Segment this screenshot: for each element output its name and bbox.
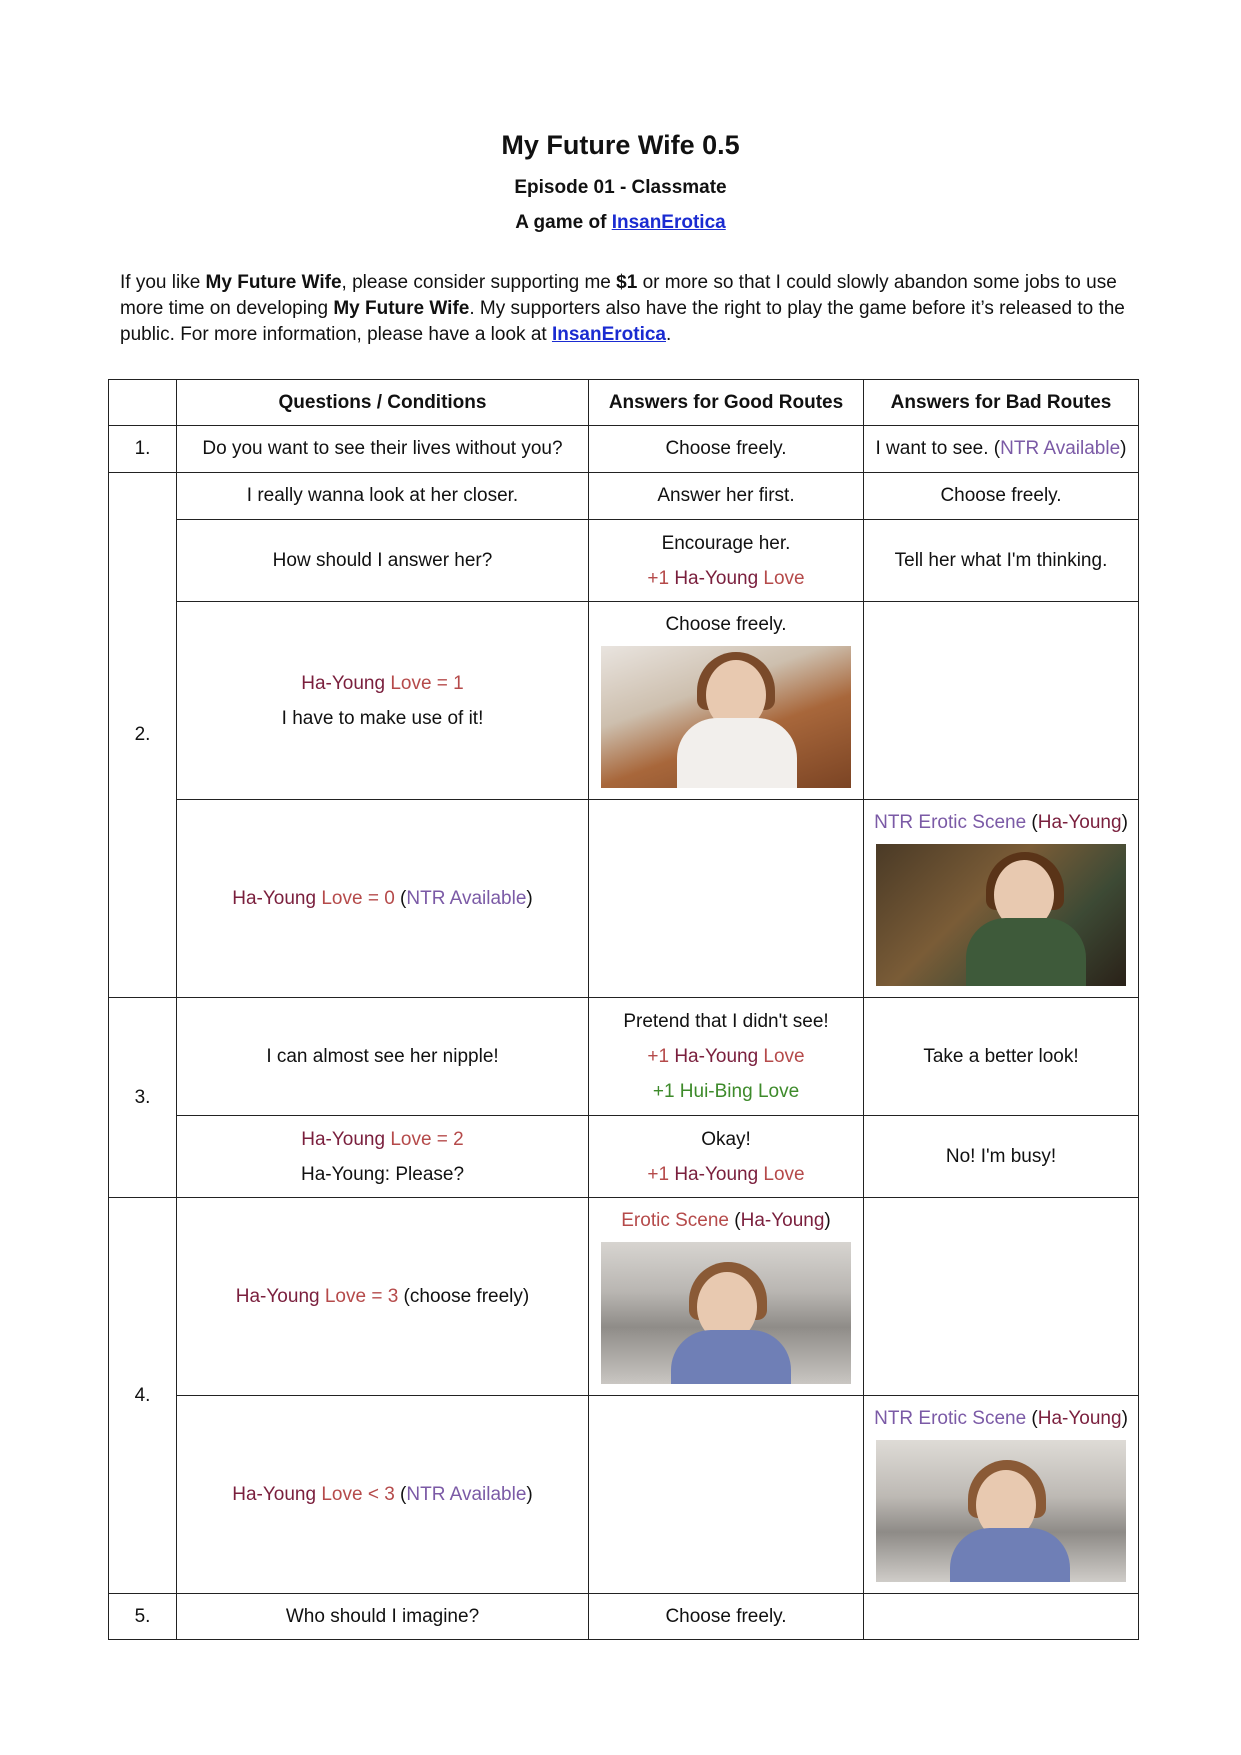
paren: ) <box>526 1483 533 1505</box>
good-answer-cell <box>589 602 864 800</box>
intro-paragraph <box>120 270 1140 348</box>
row-number: 2. <box>109 473 177 998</box>
figure-body <box>950 1528 1070 1582</box>
episode-subtitle: Episode 01 - Classmate <box>514 177 727 198</box>
love-plus: +1 <box>647 1046 675 1067</box>
question-cell: How should I answer her? <box>177 520 589 602</box>
intro-bold-2: $1 <box>616 272 638 293</box>
character-name: Ha-Young <box>301 672 386 694</box>
character-name: Ha-Young <box>232 1483 317 1505</box>
love-label: Love <box>758 1163 805 1185</box>
character-name: Ha-Young <box>301 1128 386 1150</box>
bad-answer-cell: No! I'm busy! <box>864 1116 1139 1198</box>
ntr-label: NTR Available <box>406 1483 527 1505</box>
document-title: My Future Wife 0.5 <box>501 130 740 160</box>
scene-thumbnail <box>876 844 1126 986</box>
good-answer-cell <box>589 998 864 1116</box>
table-row <box>109 1594 1139 1640</box>
figure-body <box>677 718 797 788</box>
scene-thumbnail <box>876 1440 1126 1582</box>
table-row <box>109 520 1139 602</box>
paren: ( <box>394 887 407 909</box>
intro-text-4: . My supporters also have the right to play the game before it’s released to the public. For more information, please have a look at <box>120 298 1125 345</box>
bad-answer-cell: Choose freely. <box>864 473 1139 520</box>
bad-answer-cell <box>864 1198 1139 1396</box>
header-questions: Questions / Conditions <box>177 380 589 426</box>
row-number: 3. <box>109 998 177 1198</box>
table-row <box>109 1396 1139 1594</box>
good-answer-cell <box>589 1116 864 1198</box>
character-name: Ha-Young <box>232 887 317 909</box>
bad-answer-cell: Tell her what I'm thinking. <box>864 520 1139 602</box>
good-answer-cell <box>589 800 864 998</box>
paren: ( <box>728 1210 741 1231</box>
love-plus: +1 <box>647 567 675 589</box>
byline-insanerotica-link[interactable]: InsanErotica <box>611 212 726 233</box>
scene-thumbnail <box>601 1242 851 1384</box>
paren: ( <box>1026 1408 1038 1429</box>
love-label: Love = 2 <box>385 1128 464 1150</box>
ntr-label: NTR Available <box>406 887 527 909</box>
header-row <box>109 380 1139 426</box>
intro-bold-3: My Future Wife <box>333 298 470 319</box>
character-name: Ha-Young <box>674 567 759 589</box>
intro-text-3: or more so that I could slowly abandon some jobs to use more time on developing <box>120 272 1117 319</box>
ntr-label: NTR Available <box>1000 438 1121 459</box>
paren: ) <box>824 1210 831 1231</box>
love-label: Love <box>752 1081 800 1102</box>
bad-answer-cell: Take a better look! <box>864 998 1139 1116</box>
love-label: Love <box>758 567 805 589</box>
good-answer-text: Encourage her. <box>661 532 791 554</box>
bad-answer-cell <box>864 800 1139 998</box>
love-label: Love = 3 <box>319 1285 399 1307</box>
figure-body <box>671 1330 791 1384</box>
bad-answer-text: I want to see. ( <box>875 438 1001 459</box>
love-label: Love = 1 <box>385 672 464 694</box>
question-cell: I can almost see her nipple! <box>177 998 589 1116</box>
table-row <box>109 473 1139 520</box>
intro-bold-1: My Future Wife <box>205 272 342 293</box>
love-label: Love = 0 <box>316 887 395 909</box>
walkthrough-table <box>108 379 1139 1640</box>
figure-body <box>966 918 1086 986</box>
question-cell <box>177 602 589 800</box>
question-cell <box>177 800 589 998</box>
condition-note: (choose freely) <box>398 1285 530 1307</box>
table-row <box>109 426 1139 473</box>
love-bonus <box>595 561 857 596</box>
good-answer-text: Pretend that I didn't see! <box>623 1011 829 1032</box>
table-row <box>109 1198 1139 1396</box>
ntr-label: NTR Erotic Scene <box>874 1408 1027 1429</box>
table-row <box>109 602 1139 800</box>
table-row <box>109 998 1139 1116</box>
character-name: Ha-Young <box>740 1210 825 1231</box>
intro-insanerotica-link[interactable]: InsanErotica <box>551 324 666 345</box>
scene-label <box>870 1401 1132 1436</box>
header-number <box>109 380 177 426</box>
question-text: Ha-Young: Please? <box>300 1163 465 1185</box>
question-cell <box>177 1198 589 1396</box>
paren: ( <box>1026 812 1038 833</box>
question-cell <box>177 1396 589 1594</box>
bad-answer-text: ) <box>1120 438 1127 459</box>
good-answer-cell: Choose freely. <box>589 426 864 473</box>
question-cell: Do you want to see their lives without you? <box>177 426 589 473</box>
paren: ) <box>1121 812 1128 833</box>
love-bonus <box>595 1157 857 1192</box>
good-answer-cell <box>589 1198 864 1396</box>
character-name: Ha-Young <box>1037 1408 1122 1429</box>
question-cell <box>177 1116 589 1198</box>
question-text: I have to make use of it! <box>281 707 484 729</box>
paren: ) <box>526 887 533 909</box>
header-bad-routes: Answers for Bad Routes <box>864 380 1139 426</box>
love-bonus <box>595 1039 857 1074</box>
header-good-routes: Answers for Good Routes <box>589 380 864 426</box>
love-label: Love <box>758 1046 805 1067</box>
character-name: Ha-Young <box>1037 812 1122 833</box>
good-answer-text: Okay! <box>701 1128 751 1150</box>
character-name: Ha-Young <box>674 1046 759 1067</box>
bad-answer-cell <box>864 1396 1139 1594</box>
byline <box>0 212 1241 234</box>
good-answer-cell: Answer her first. <box>589 473 864 520</box>
good-answer-text: Choose freely. <box>665 614 787 635</box>
bad-answer-cell <box>864 1594 1139 1640</box>
love-plus: +1 <box>647 1163 675 1185</box>
good-answer-cell <box>589 520 864 602</box>
character-name: Hui-Bing <box>679 1081 753 1102</box>
paren: ( <box>394 1483 407 1505</box>
table-row <box>109 1116 1139 1198</box>
byline-prefix: A game of <box>515 212 612 233</box>
bad-answer-cell <box>864 602 1139 800</box>
good-answer-cell <box>589 1396 864 1594</box>
intro-text-1: If you like <box>120 272 206 293</box>
intro-text-2: , please consider supporting me <box>341 272 617 293</box>
character-name: Ha-Young <box>235 1285 320 1307</box>
paren: ) <box>1121 1408 1128 1429</box>
question-cell: Who should I imagine? <box>177 1594 589 1640</box>
scene-thumbnail <box>601 646 851 788</box>
row-number: 5. <box>109 1594 177 1640</box>
scene-label <box>595 1203 857 1238</box>
scene-label <box>870 805 1132 840</box>
question-cell: I really wanna look at her closer. <box>177 473 589 520</box>
love-condition <box>183 666 582 701</box>
row-number: 4. <box>109 1198 177 1594</box>
table-row <box>109 800 1139 998</box>
character-name: Ha-Young <box>674 1163 759 1185</box>
love-bonus <box>595 1074 857 1109</box>
row-number: 1. <box>109 426 177 473</box>
erotic-scene-label: Erotic Scene <box>621 1210 729 1231</box>
love-label: Love < 3 <box>316 1483 395 1505</box>
love-condition <box>183 1122 582 1157</box>
love-plus: +1 <box>652 1081 680 1102</box>
good-answer-cell: Choose freely. <box>589 1594 864 1640</box>
ntr-label: NTR Erotic Scene <box>874 812 1027 833</box>
intro-text-5: . <box>666 324 672 345</box>
bad-answer-cell <box>864 426 1139 473</box>
